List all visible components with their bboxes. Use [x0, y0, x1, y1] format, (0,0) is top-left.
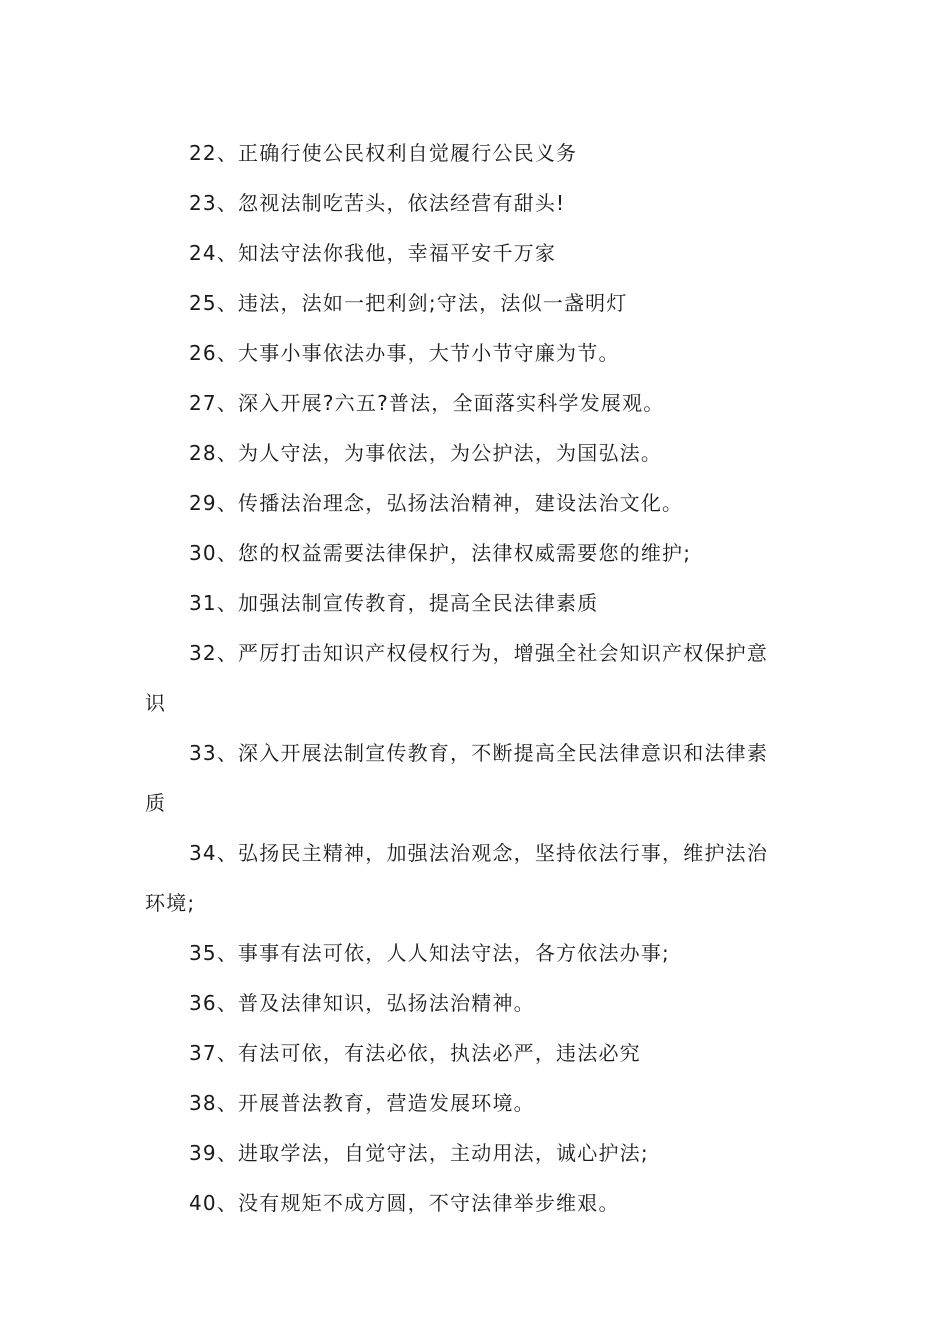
slogan-line-22: 22、正确行使公民权利自觉履行公民义务	[189, 141, 578, 165]
slogan-line-33-continuation: 质	[145, 791, 167, 815]
slogan-line-37: 37、有法可依，有法必依，执法必严，违法必究	[189, 1041, 641, 1065]
slogan-line-40: 40、没有规矩不成方圆，不守法律举步维艰。	[189, 1191, 620, 1215]
slogan-line-39: 39、进取学法，自觉守法，主动用法，诚心护法;	[189, 1141, 649, 1165]
slogan-line-25: 25、违法，法如一把利剑;守法，法似一盏明灯	[189, 291, 628, 315]
slogan-line-32-continuation: 识	[145, 691, 167, 715]
slogan-line-29: 29、传播法治理念，弘扬法治精神，建设法治文化。	[189, 491, 684, 515]
slogan-line-27: 27、深入开展?六五?普法，全面落实科学发展观。	[189, 391, 665, 415]
slogan-line-34-continuation: 环境;	[145, 891, 196, 915]
slogan-line-24: 24、知法守法你我他，幸福平安千万家	[189, 241, 557, 265]
document-body	[145, 128, 815, 1228]
slogan-line-33: 33、深入开展法制宣传教育，不断提高全民法律意识和法律素	[189, 741, 769, 765]
slogan-line-23: 23、忽视法制吃苦头，依法经营有甜头!	[189, 191, 566, 215]
slogan-line-38: 38、开展普法教育，营造发展环境。	[189, 1091, 535, 1115]
slogan-line-36: 36、普及法律知识，弘扬法治精神。	[189, 991, 535, 1015]
slogan-line-30: 30、您的权益需要法律保护，法律权威需要您的维护;	[189, 541, 692, 565]
slogan-line-26: 26、大事小事依法办事，大节小节守廉为节。	[189, 341, 620, 365]
slogan-line-35: 35、事事有法可依，人人知法守法，各方依法办事;	[189, 941, 670, 965]
slogan-line-31: 31、加强法制宣传教育，提高全民法律素质	[189, 591, 599, 615]
slogan-line-34: 34、弘扬民主精神，加强法治观念，坚持依法行事，维护法治	[189, 841, 769, 865]
slogan-line-32: 32、严厉打击知识产权侵权行为，增强全社会知识产权保护意	[189, 641, 769, 665]
slogan-line-28: 28、为人守法，为事依法，为公护法，为国弘法。	[189, 441, 663, 465]
